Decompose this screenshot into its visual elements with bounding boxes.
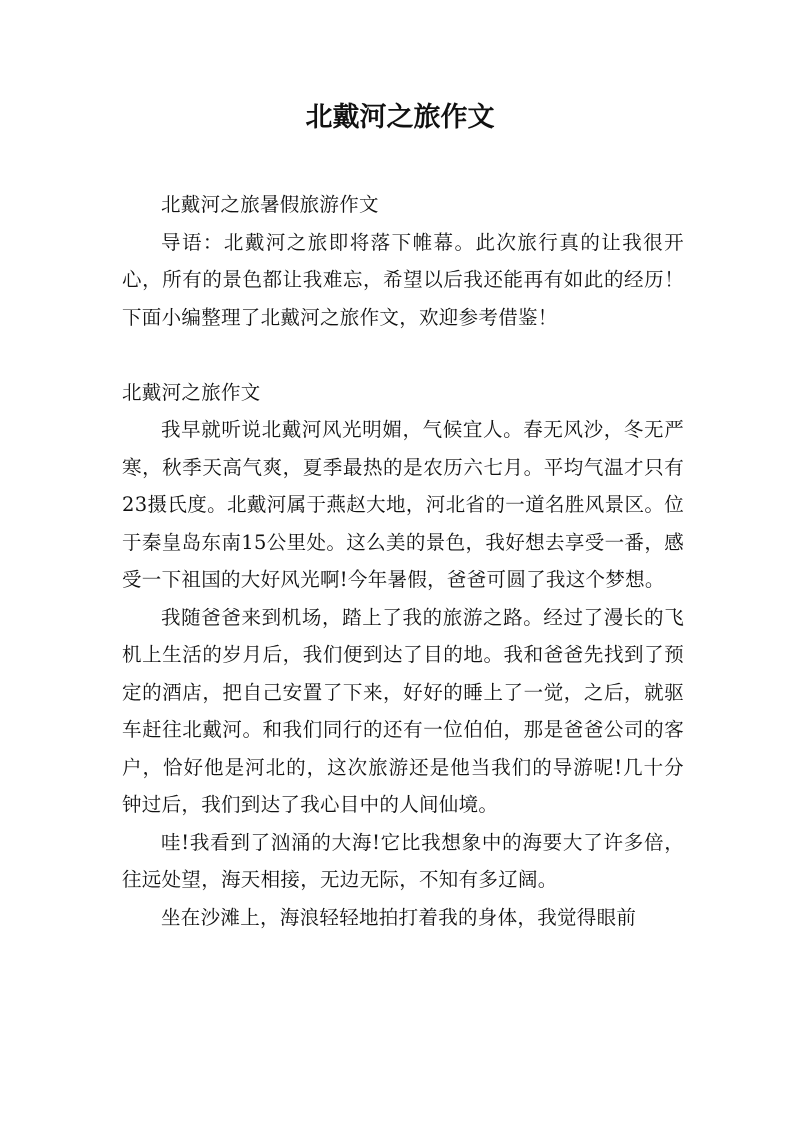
document-body [122,186,684,936]
intro-paragraph: 导语：北戴河之旅即将落下帷幕。此次旅行真的让我很开心，所有的景色都让我难忘，希望以后我还能再有如此的经历！下面小编整理了北戴河之旅作文，欢迎参考借鉴！ [122,230,684,329]
document-subtitle: 北戴河之旅暑假旅游作文 [161,193,379,216]
body-paragraph-1: 我早就听说北戴河风光明媚，气候宜人。春无风沙，冬无严寒，秋季天高气爽，夏季最热的是农历六七月。平均气温才只有23摄氏度。北戴河属于燕赵大地，河北省的一道名胜风景区。位于秦皇岛东南15公里处。这么美的景色，我好想去享受一番，感受一下祖国的大好风光啊!今年暑假，爸爸可圆了我这个梦想。 [122,418,684,591]
section-heading: 北戴河之旅作文 [122,380,261,404]
body-paragraph-3: 哇!我看到了汹涌的大海!它比我想象中的海要大了许多倍，往远处望，海天相接，无边无际，不知有多辽阔。 [122,830,684,891]
document-title: 北戴河之旅作文 [305,102,495,133]
paragraph-spacer [122,336,684,374]
body-paragraph-4: 坐在沙滩上，海浪轻轻地拍打着我的身体，我觉得眼前 [161,905,637,929]
body-paragraph-2: 我随爸爸来到机场，踏上了我的旅游之路。经过了漫长的飞机上生活的岁月后，我们便到达了目的地。我和爸爸先找到了预定的酒店，把自己安置了下来，好好的睡上了一觉，之后，就驱车赶往北戴河。和我们同行的还有一位伯伯，那是爸爸公司的客户，恰好他是河北的，这次旅游还是他当我们的导游呢!几十分钟过后，我们到达了我心目中的人间仙境。 [122,605,684,816]
